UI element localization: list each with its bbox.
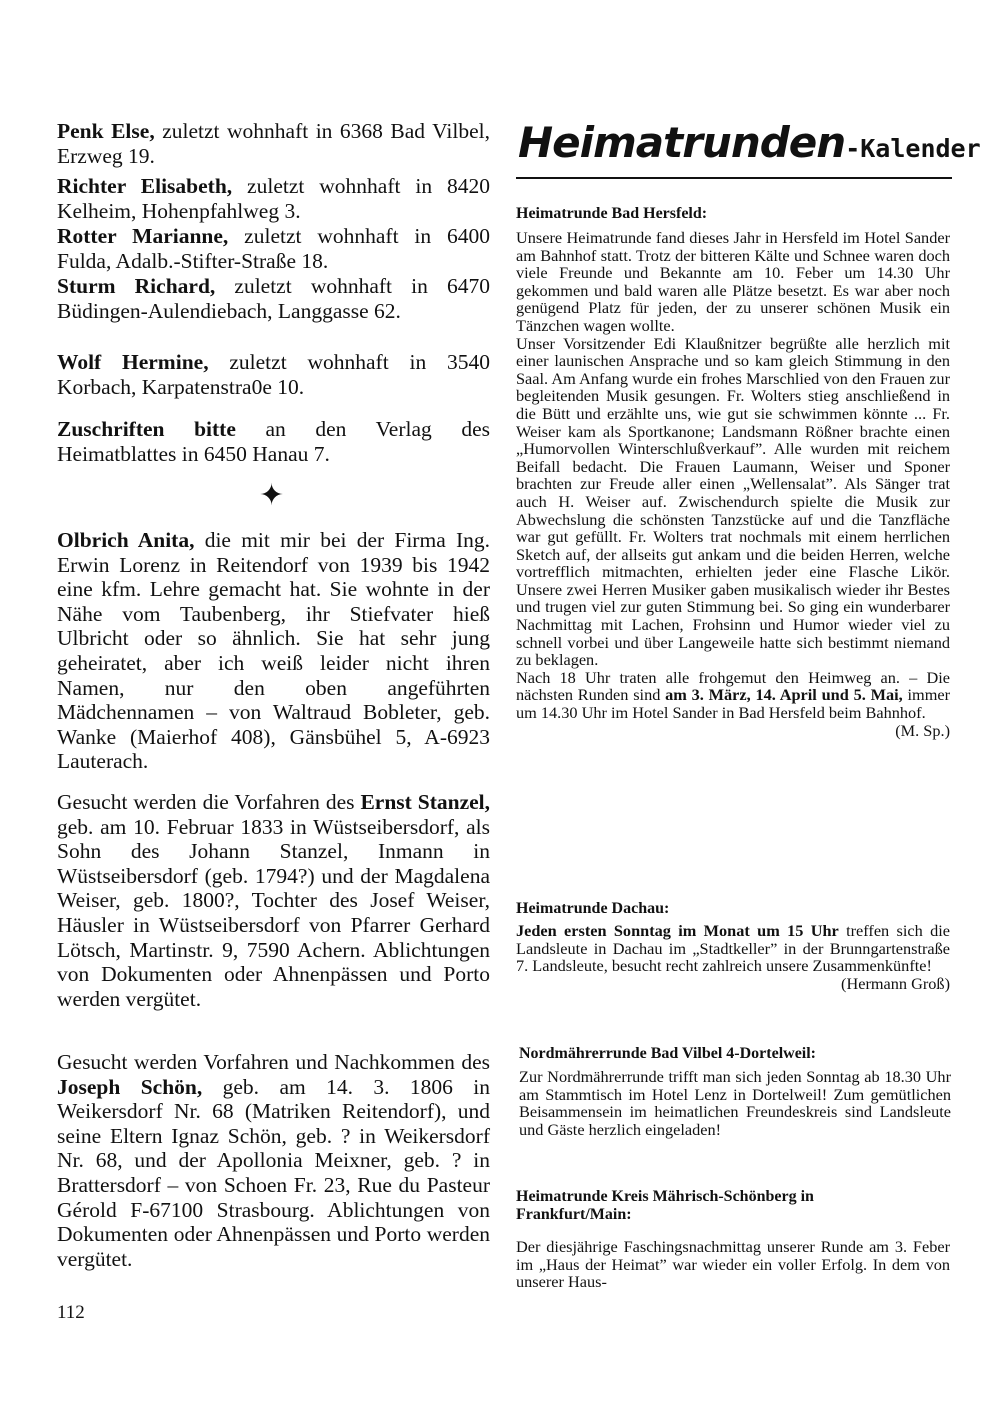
dortelweil-notice: Zur Nordmährerrunde trifft man sich jeden Sonntag ab 18.30 Uhr am Stammtisch im Hotel Lenz in Dortelweil! Zum gemütlichen Beisammensein im heimatlichen Freundeskreis sind Landsleute und Gäste herzlich eingeladen! [519, 1067, 951, 1139]
notice-text: die mit mir bei der Firma Ing. Erwin Lorenz in Reitendorf von 1939 bis 1942 eine kfm. Lehre gemacht hat. Sie wohnte in der Nähe vom Taubenberg, ihr Stiefvater hieß Ulbricht oder so ähnlich. Sie hat sehr jung geheiratet, aber ich weiß leider nicht ihren Namen, nur den oben angeführten Mädchennamen – von Waltraud Bobleter, geb. Wanke (Maierhof 408), Gänsbühel 5, A-6923 Lauterach. [57, 528, 490, 774]
page-number: 112 [57, 1302, 85, 1323]
text: treffen sich die Landsleute in Dachau im „Stadtkeller” in der Brunngartenstraße 7. Landsleute, besucht recht zahlreich unsere Zusammenkünfte! [516, 921, 951, 976]
person-name: Rotter Marianne, [57, 224, 229, 248]
heading-dachau: Heimatrunde Dachau: [516, 900, 670, 917]
paragraph: Unsere Heimatrunde fand dieses Jahr in Hersfeld im Hotel Sander am Bahnhof statt. Trotz der bitteren Kälte und Schnee waren doch viele Freunde und Bekannte am 10. Feber um 14.30 Uhr gekommen und bald waren alle Plätze besetzt. Es war aber noch genügend Platz für jeden, der zu unserer schönen Musik ein Tänzchen wagen wollte. [516, 228, 950, 335]
search-notice-wolf [57, 350, 490, 399]
meeting-time: Jeden ersten Sonntag im Monat um 15 Uhr [516, 921, 839, 940]
text: immer um 14.30 Uhr im Hotel Sander in Bad Hersfeld beim Bahnhof. [516, 685, 951, 723]
paragraph [516, 667, 951, 740]
bad-hersfeld-report [516, 229, 950, 739]
section-title [518, 118, 981, 167]
notice-text: an den Verlag des Heimatblattes in 6450 Hanau 7. [57, 417, 490, 466]
frankfurt-report: Der diesjährige Faschingsnachmittag unserer Runde am 3. Feber im „Haus der Heimat” war wieder ein voller Erfolg. In dem von unserer Haus- [516, 1237, 950, 1292]
search-notice-stanzel [57, 790, 490, 1011]
reply-label: Zuschriften bitte [57, 417, 236, 441]
person-name: Richter Elisabeth, [57, 174, 233, 198]
paragraph [516, 922, 950, 975]
notice-text: zuletzt wohnhaft in 6470 Büdingen-Aulendiebach, Langgasse 62. [57, 274, 490, 323]
notice-text: zuletzt wohnhaft in 8420 Kelheim, Hohenpfahlweg 3. [57, 174, 490, 223]
star-separator-icon: ✦ [259, 479, 285, 512]
person-name: Penk Else, [57, 119, 155, 143]
notice-text: zuletzt wohnhaft in 6400 Fulda, Adalb.-Stifter-Straße 18. [57, 224, 490, 273]
heading-bad-hersfeld: Heimatrunde Bad Hersfeld: [516, 205, 708, 222]
notice-text: Gesucht werden Vorfahren und Nachkommen des [57, 1050, 490, 1074]
person-name: Joseph Schön, [57, 1074, 203, 1099]
search-notice-penk [57, 119, 490, 168]
person-name: Sturm Richard, [57, 274, 216, 298]
person-name: Olbrich Anita, [57, 528, 195, 552]
title-script: Heimatrunden [518, 118, 846, 167]
person-name: Wolf Hermine, [57, 350, 209, 374]
title-rest: -Kalender [845, 134, 981, 163]
notice-text: geb. am 14. 3. 1806 in Weikersdorf Nr. 68 (Matriken Reitendorf), und seine Eltern Ignaz Schön, geb. ? in Weikersdorf Nr. 68, und der Apollonia Meixner, geb. ? in Brattersdorf – von Schoen Fr. 23, Rue du Pasteur Gérold F-67100 Strasbourg. Ablichtungen von Dokumenten oder Ahnenpässen und Porto werden vergütet. [57, 1074, 490, 1271]
search-notice-sturm [57, 274, 490, 323]
search-notice-richter [57, 174, 490, 223]
search-notice-rotter [57, 224, 490, 273]
title-divider [516, 177, 952, 179]
dates: am 3. März, 14. April und 5. Mai, [665, 685, 903, 705]
notice-text: zuletzt wohnhaft in 6368 Bad Vilbel, Erzweg 19. [57, 119, 490, 168]
notice-text: Gesucht werden die Vorfahren des [57, 790, 361, 814]
heading-dortelweil: Nordmährerrunde Bad Vilbel 4-Dortelweil: [519, 1045, 817, 1062]
dachau-notice [516, 922, 950, 992]
signature: (Hermann Groß) [841, 973, 950, 993]
notice-text: geb. am 10. Februar 1833 in Wüstseibersdorf, als Sohn des Johann Stanzel, Inmann in Wüstseibersdorf (geb. 1794?) und der Magdalena Weiser, geb. 1800?, Tochter des Josef Weiser, Häusler in Wüstseibersdorf von Pfarrer Gerhard Lötsch, Martinstr. 9, 7590 Achern. Ablichtungen von Dokumenten oder Ahnenpässen und Porto werden vergütet. [57, 814, 490, 1011]
reply-instructions [57, 417, 490, 466]
signature: (M. Sp.) [895, 720, 950, 740]
heading-kreis-maehrisch-schoenberg: Heimatrunde Kreis Mährisch-Schönberg in Frankfurt/Main: [516, 1188, 814, 1223]
paragraph: Unser Vorsitzender Edi Klaußnitzer begrüßte alle herzlich mit einer launischen Ansprache und so kam gleich Stimmung in den Saal. Am Anfang wurde ein frohes Marschlied von den Frauen zur begleitenden Musik gesungen. Fr. Wolters stieg anschließend in die Bütt und erzählte uns, wie gut sie schwimmen könnte ... Fr. Weiser kam als Sportkanone; Landsmann Rößner brachte einen „Humorvollen Winterschlußverkauf”. Alle wurden mit reichem Beifall bedacht. Die Frauen Laumann, Weiser und Sponer brachten zur Freude aller einen „Wellensalat”. Als Sänger trat auch H. Weiser auf. Zwischendurch spielte die Musik zur Abwechslung die schönsten Tanzstücke auf und die Tanzfläche war gut gefüllt. Fr. Wolters trat nochmals mit einem herrlichen Sketch auf, der allseits gut ankam und die beiden Herren, welche vortrefflich mitmachten, erhielten jeder eine Flasche Likör. Unsere zwei Herren Musiker gaben musikalisch wieder ihr Bestes und trugen viel zur guten Stimmung bei. So ging ein wunderbarer Nachmittag mit Lachen, Frohsinn und Humor wieder viel zu schnell vorbei und über Langeweile hatte sich bestimmt niemand zu beklagen. [516, 333, 950, 670]
search-notice-olbrich [57, 528, 490, 774]
notice-text: zuletzt wohnhaft in 3540 Korbach, Karpatenstra0e 10. [57, 350, 491, 399]
text: Nach 18 Uhr traten alle frohgemut den Heimweg an. – Die nächsten Runden sind [516, 667, 950, 705]
search-notice-schoen [57, 1050, 490, 1271]
person-name: Ernst Stanzel, [360, 790, 490, 814]
